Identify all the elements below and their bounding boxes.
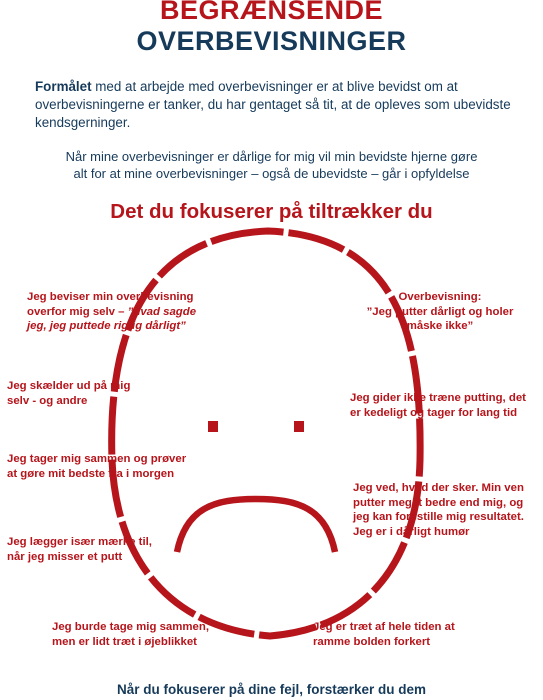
label-belief: Overbevisning: ”Jeg putter dårligt og holer måske ikke” <box>366 291 514 332</box>
label-no-training: Jeg gider ikke træne putting, det er kedeligt og tager for lang tid <box>350 392 526 419</box>
intro-bold: Formålet <box>35 79 92 94</box>
label-tired-of-mishits: Jeg er træt af hele tiden at ramme bolden forkert <box>313 621 455 648</box>
quote-line-1: Når mine overbevisninger er dårlige for mig vil min bevidste hjerne gøre <box>65 149 478 164</box>
label-know-what-happens: Jeg ved, hvad der sker. Min ven putter meget bedre end mig, og jeg kan forestille mig resultatet. Jeg er i dårligt humør <box>353 482 524 538</box>
label-notice-misses: Jeg lægger især mærke til, når jeg misser et putt <box>7 536 152 563</box>
title-line-1: BEGRÆNSENDE <box>159 0 384 25</box>
label-should-pull-together: Jeg burde tage mig sammen, men er lidt træt i øjeblikket <box>52 621 209 648</box>
quote-line-2: alt for at mine overbevisninger – også de ubevidste – går i opfyldelse <box>73 166 470 181</box>
title-line-2: OVERBEVISNINGER <box>136 26 407 56</box>
bottom-heading: Når du fokuserer på dine fejl, forstærker du dem <box>116 682 427 697</box>
left-eye <box>208 421 218 432</box>
intro-text: med at arbejde med overbevisninger er at blive bevidst om at overbevisningerne er tanker, du har gentaget så tit, at de opleves som ubevidste kendsgerninger. <box>35 79 511 130</box>
label-scold: Jeg skælder ud på mig selv - og andre <box>7 380 131 407</box>
frown-mouth <box>177 499 335 552</box>
right-eye <box>294 421 304 432</box>
label-prove-belief: Jeg beviser min overbevisning overfor mig selv – ”hvad sagde jeg, jeg puttede rigtig dårligt” <box>27 291 197 332</box>
label-pull-together: Jeg tager mig sammen og prøver at gøre mit bedste fra i morgen <box>7 453 187 480</box>
focus-heading: Det du fokuserer på tiltrækker du <box>110 200 433 223</box>
